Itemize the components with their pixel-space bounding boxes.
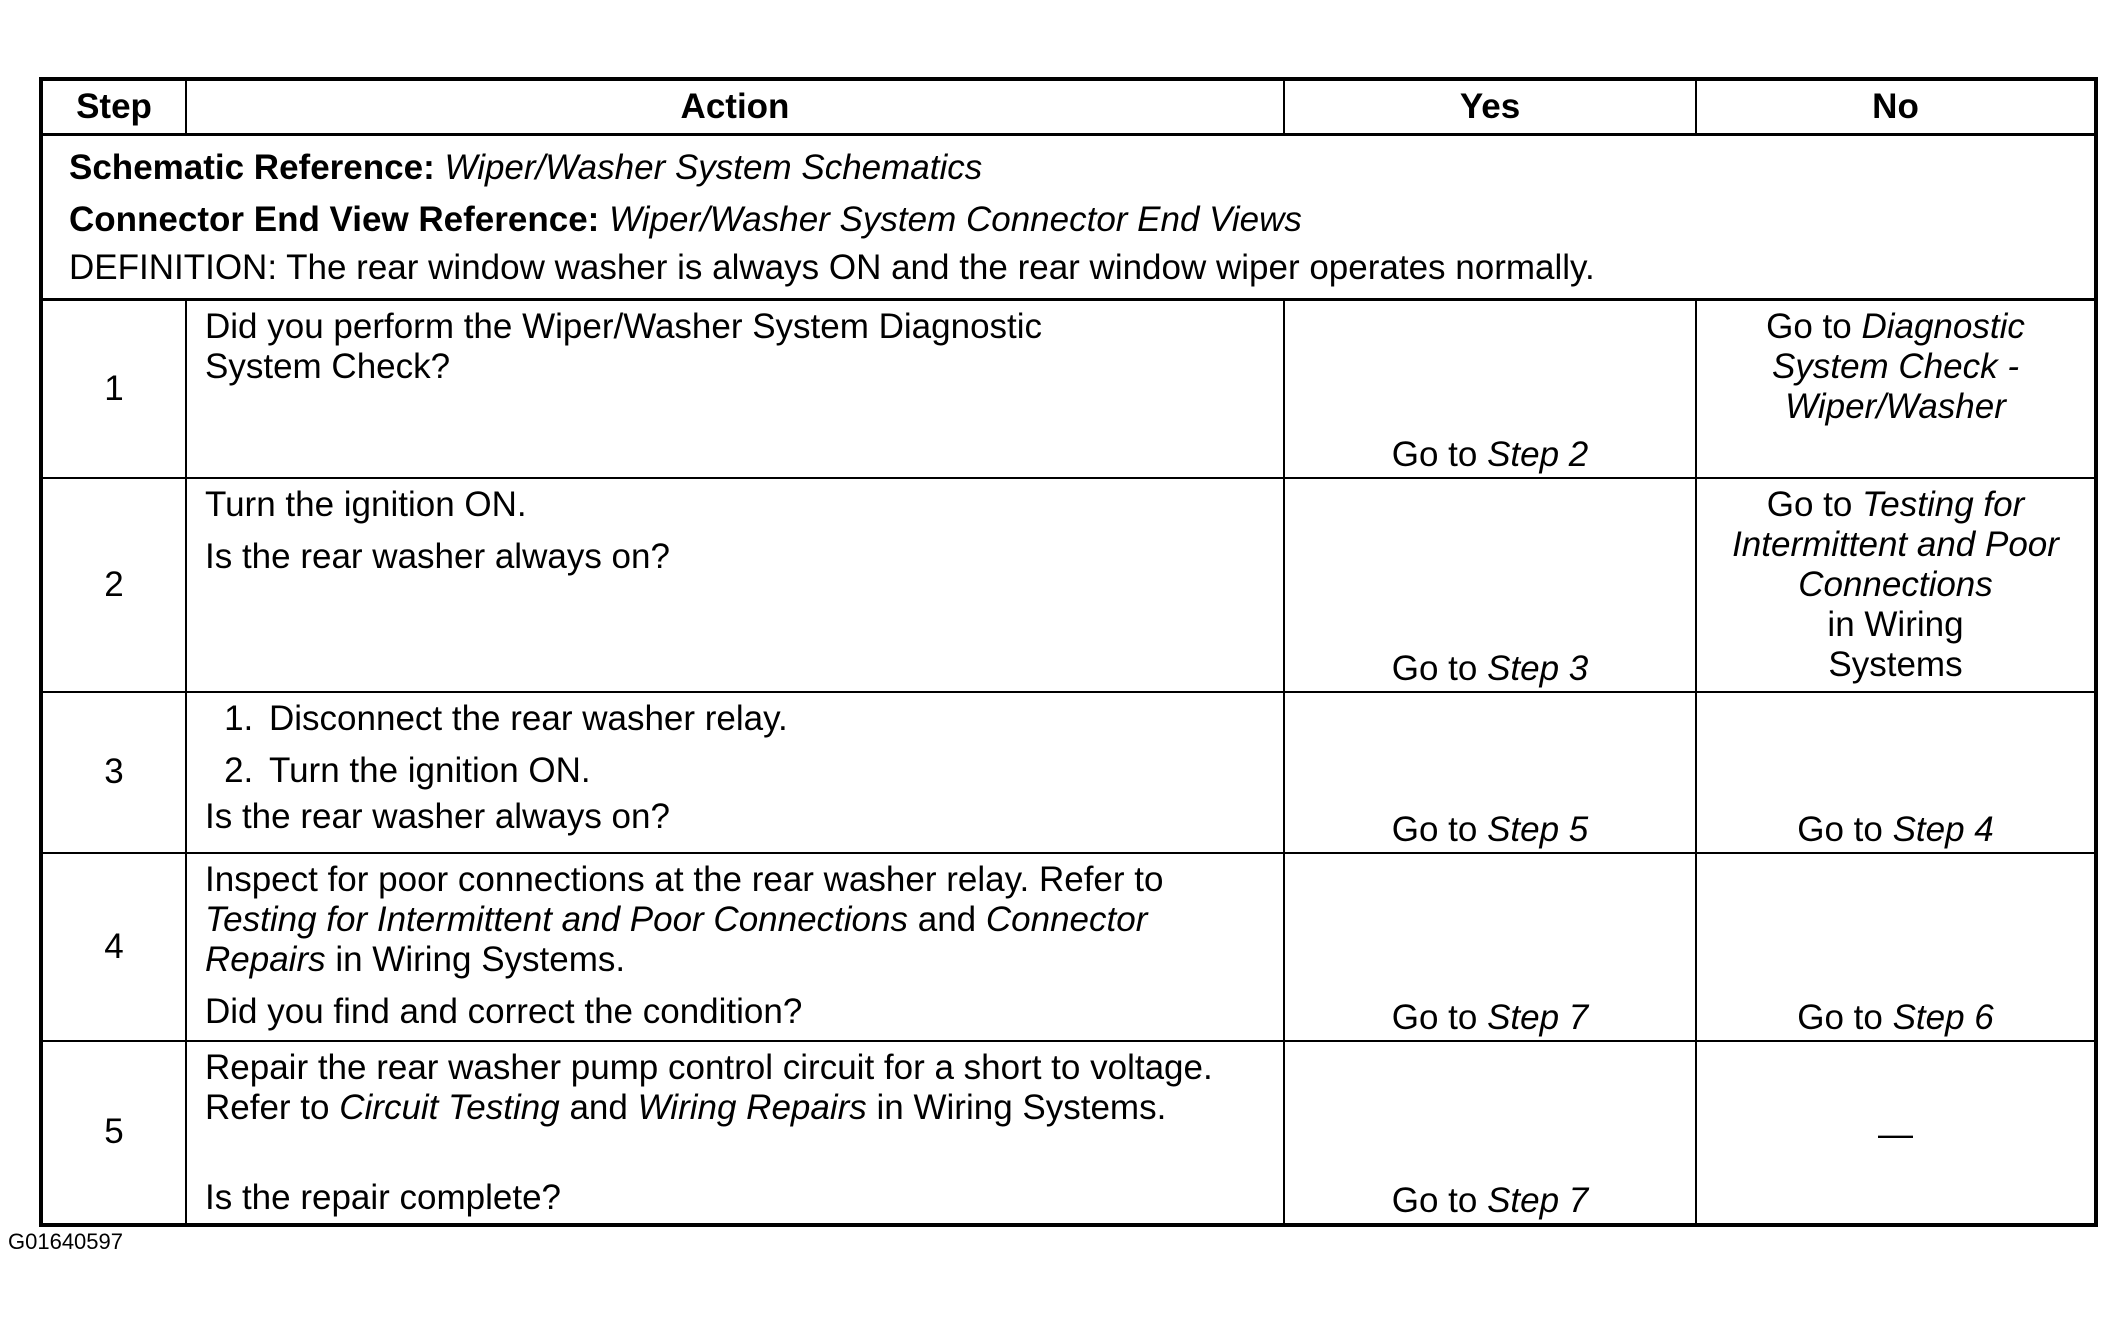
- schematic-reference-link[interactable]: Wiper/Washer System Schematics: [444, 148, 983, 187]
- action-question: Is the repair complete?: [205, 1177, 562, 1217]
- action-reference-link[interactable]: Circuit Testing: [339, 1087, 560, 1127]
- yes-prefix: Go to: [1391, 997, 1478, 1037]
- no-cell: [1696, 1041, 2096, 1225]
- action-question: Is the rear washer always on?: [205, 796, 670, 836]
- action-question: Did you find and correct the condition?: [205, 991, 803, 1031]
- action-text-segment: in Wiring Systems.: [335, 939, 626, 979]
- action-reference-link[interactable]: Wiring Repairs: [637, 1087, 867, 1127]
- diagnostic-table: [39, 77, 2098, 1227]
- action-cell: [186, 1041, 1284, 1225]
- action-text: [205, 1088, 1271, 1128]
- action-cell: [186, 478, 1284, 692]
- no-cell: [1696, 300, 2096, 478]
- action-text-segment: Refer to: [205, 1087, 330, 1127]
- action-text: Did you perform the Wiper/Washer System Diagnostic: [205, 307, 1043, 346]
- header-action: Action: [186, 79, 1284, 135]
- yes-step-link[interactable]: Step 7: [1487, 1180, 1589, 1220]
- no-prefix: Go to: [1766, 307, 1852, 346]
- header-step: Step: [41, 79, 186, 135]
- action-text: [205, 860, 1271, 980]
- yes-prefix: Go to: [1391, 809, 1478, 849]
- table-row: [41, 692, 2096, 853]
- list-item: 2. Turn the ignition ON.: [263, 751, 1271, 791]
- connector-reference-link[interactable]: Wiper/Washer System Connector End Views: [609, 200, 1302, 239]
- no-dash: —: [1878, 1115, 1913, 1154]
- action-question: Is the rear washer always on?: [205, 536, 670, 576]
- no-step-link[interactable]: Step 6: [1892, 997, 1994, 1037]
- action-reference-link[interactable]: Testing for Intermittent and Poor Connections: [205, 899, 908, 939]
- header-yes: Yes: [1284, 79, 1696, 135]
- yes-prefix: Go to: [1391, 648, 1478, 688]
- definition-text: DEFINITION: The rear window washer is always ON and the rear window wiper operates normally.: [69, 248, 1595, 287]
- action-text-segment: Inspect for poor connections at the rear washer relay. Refer to: [205, 859, 1164, 899]
- action-reference-link[interactable]: Connector Repairs: [205, 899, 1148, 979]
- header-row: [41, 79, 2096, 135]
- action-cell: [186, 853, 1284, 1041]
- no-prefix: Go to: [1766, 484, 1853, 524]
- step-number: 4: [41, 853, 186, 1041]
- no-link[interactable]: Testing for: [1862, 484, 2025, 524]
- no-link[interactable]: System Check -: [1772, 347, 2019, 386]
- table-row: [41, 300, 2096, 478]
- yes-cell: [1284, 300, 1696, 478]
- no-cell: [1696, 853, 2096, 1041]
- yes-cell: [1284, 853, 1696, 1041]
- action-cell: [186, 300, 1284, 478]
- connector-reference-label: Connector End View Reference:: [69, 200, 600, 239]
- action-text-segment: in Wiring Systems.: [876, 1087, 1167, 1127]
- yes-cell: [1284, 692, 1696, 853]
- action-text: Repair the rear washer pump control circuit for a short to voltage.: [205, 1047, 1213, 1087]
- no-cell: [1696, 478, 2096, 692]
- connector-reference: [69, 194, 2094, 246]
- reference-row: [41, 135, 2096, 300]
- no-link[interactable]: Intermittent and Poor: [1732, 524, 2059, 564]
- no-link[interactable]: Diagnostic: [1861, 307, 2025, 346]
- action-text-segment: and: [917, 899, 977, 939]
- header-no: No: [1696, 79, 2096, 135]
- yes-step-link[interactable]: Step 7: [1487, 997, 1589, 1037]
- action-text: Turn the ignition ON.: [205, 484, 527, 524]
- yes-prefix: Go to: [1391, 434, 1478, 474]
- step-number: 2: [41, 478, 186, 692]
- no-suffix: Systems: [1828, 644, 1963, 684]
- no-cell: [1696, 692, 2096, 853]
- no-prefix: Go to: [1797, 809, 1883, 849]
- step-number: 3: [41, 692, 186, 853]
- step-number: 5: [41, 1041, 186, 1225]
- no-link[interactable]: Connections: [1798, 564, 1993, 604]
- reference-cell: [41, 135, 2096, 300]
- action-steps-list: [205, 699, 1271, 791]
- yes-cell: [1284, 478, 1696, 692]
- yes-step-link[interactable]: Step 5: [1487, 809, 1589, 849]
- yes-step-link[interactable]: Step 2: [1487, 434, 1589, 474]
- figure-id: G01640597: [8, 1229, 123, 1254]
- yes-prefix: Go to: [1391, 1180, 1478, 1220]
- no-link[interactable]: Wiper/Washer: [1785, 387, 2006, 426]
- schematic-reference: [69, 142, 2094, 194]
- no-prefix: Go to: [1797, 997, 1883, 1037]
- schematic-reference-label: Schematic Reference:: [69, 148, 435, 187]
- action-text-segment: and: [569, 1087, 628, 1127]
- yes-cell: [1284, 1041, 1696, 1225]
- no-step-link[interactable]: Step 4: [1892, 809, 1994, 849]
- no-suffix: in Wiring: [1827, 604, 1964, 644]
- table-row: [41, 853, 2096, 1041]
- list-item: 1. Disconnect the rear washer relay.: [263, 699, 1271, 739]
- table-row: [41, 478, 2096, 692]
- step-number: 1: [41, 300, 186, 478]
- table-row: [41, 1041, 2096, 1225]
- action-text: System Check?: [205, 347, 451, 386]
- yes-step-link[interactable]: Step 3: [1487, 648, 1589, 688]
- action-cell: [186, 692, 1284, 853]
